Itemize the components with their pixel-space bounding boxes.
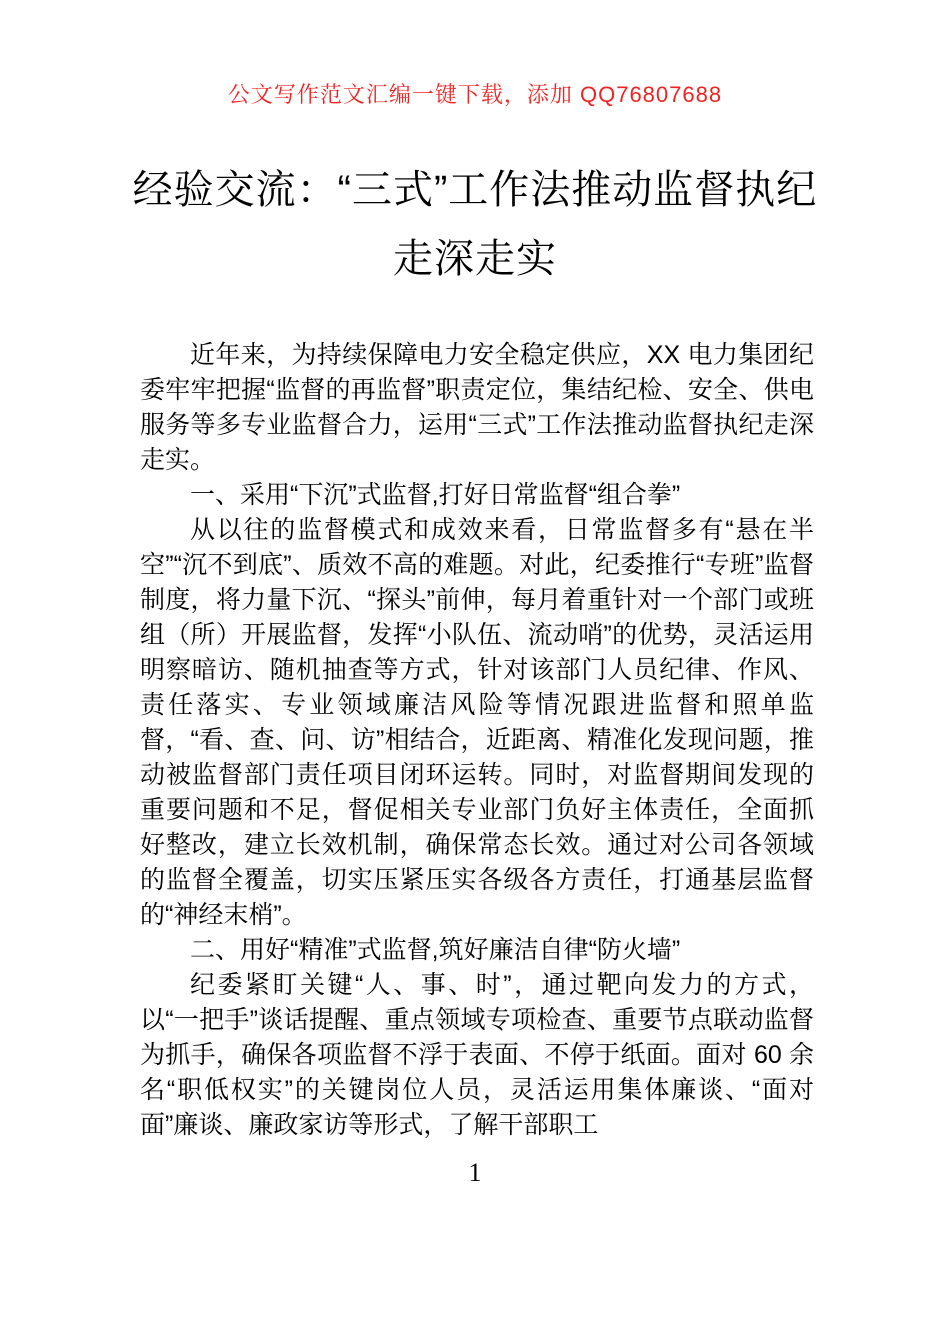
document-body [140,338,814,1143]
paragraph-section-2: 纪委紧盯关键“人、事、时”，通过靶向发力的方式，以“一把手”谈话提醒、重点领域专项检查、重要节点联动监督为抓手，确保各项监督不浮于表面、不停于纸面。面对 60 余名“职低权实”的关键岗位人员，灵活运用集体廉谈、“面对面”廉谈、廉政家访等形式，了解干部职工 [140,971,814,1139]
page-number: 1 [468,1158,482,1187]
document-title [60,156,890,294]
section-heading-1: 一、采用“下沉”式监督,打好日常监督“组合拳” [190,481,681,509]
promo-banner-text: 公文写作范文汇编一键下载，添加 QQ76807688 [227,82,723,107]
paragraph-section-1: 从以往的监督模式和成效来看，日常监督多有“悬在半空”“沉不到底”、质效不高的难题。对此，纪委推行“专班”监督制度，将力量下沉、“探头”前伸，每月着重针对一个部门或班组（所）开展监督，发挥“小队伍、流动哨”的优势，灵活运用明察暗访、随机抽查等方式，针对该部门人员纪律、作风、责任落实、专业领域廉洁风险等情况跟进监督和照单监督，“看、查、问、访”相结合，近距离、精准化发现问题，推动被监督部门责任项目闭环运转。同时，对监督期间发现的重要问题和不足，督促相关专业部门负好主体责任，全面抓好整改，建立长效机制，确保常态长效。通过对公司各领域的监督全覆盖，切实压紧压实各级各方责任，打通基层监督的“神经末梢”。 [140,516,814,929]
section-heading-2: 二、用好“精准”式监督,筑好廉洁自律“防火墙” [190,936,681,964]
paragraph-intro: 近年来，为持续保障电力安全稳定供应，XX 电力集团纪委牢牢把握“监督的再监督”职责定位，集结纪检、安全、供电服务等多专业监督合力，运用“三式”工作法推动监督执纪走深走实。 [140,341,814,474]
document-title-line-1: 经验交流：“三式”工作法推动监督执纪 [132,168,818,212]
document-title-line-2: 走深走实 [393,237,557,281]
